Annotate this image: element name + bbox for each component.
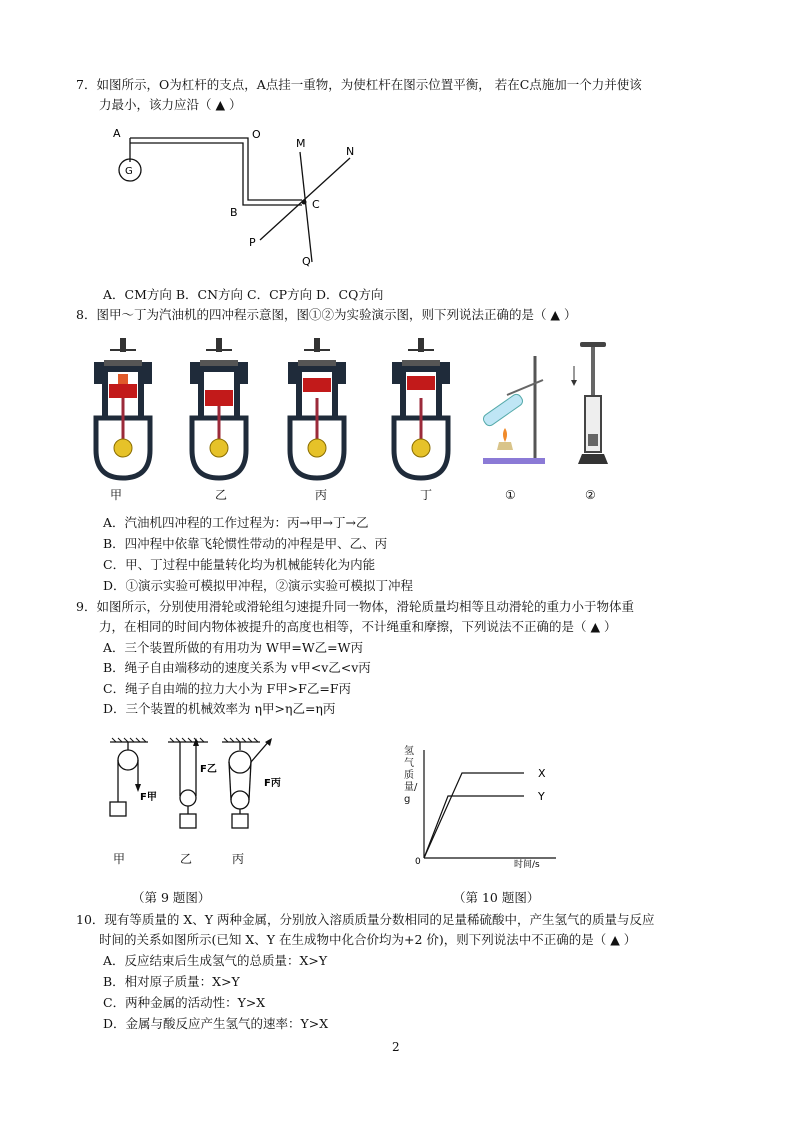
q9-option-c: C．绳子自由端的拉力大小为 F甲>F乙=F丙	[103, 681, 352, 696]
q9-option-b: B．绳子自由端移动的速度关系为 v甲<v乙<v丙	[103, 660, 371, 675]
q8-label-2: ②	[585, 488, 596, 502]
q7-options: A．CM方向 B．CN方向 C．CP方向 D．CQ方向	[103, 287, 384, 302]
q9-option-d: D．三个装置的机械效率为 η甲>η乙=η丙	[103, 701, 336, 716]
q7-label-N: N	[346, 145, 355, 158]
series-line-Y	[424, 796, 524, 858]
q9-fig-label-yi: 乙	[180, 852, 193, 866]
q9-stem-line2: 力，在相同的时间内物体被提升的高度也相等，不计绳重和摩擦，下列说法不正确的是（ ▲ ）	[99, 619, 617, 634]
chart-ylabel: 氢气质量/g	[404, 746, 418, 805]
chart-xlabel: 时间/s	[514, 860, 540, 870]
q8-label-yi: 乙	[215, 488, 228, 502]
engine-ding	[392, 338, 450, 478]
q8-option-a: A．汽油机四冲程的工作过程为：丙→甲→丁→乙	[103, 515, 369, 530]
q7-label-P: P	[249, 236, 256, 249]
q8-engine-figures	[88, 330, 628, 510]
experiment-2	[571, 342, 608, 464]
q7-label-M: M	[296, 137, 306, 150]
q9-fig-label-bing: 丙	[232, 852, 245, 866]
q9-pulley-figure	[100, 736, 300, 846]
q10-option-c: C．两种金属的活动性：Y>X	[103, 995, 266, 1010]
q10-stem-line1: 10．现有等质量的 X、Y 两种金属，分别放入溶质质量分数相同的足量稀硫酸中，产生氢气的质量与反应	[76, 912, 655, 927]
series-line-X	[424, 773, 524, 858]
q7-label-O: O	[252, 128, 261, 141]
q10-caption: （第 10 题图）	[453, 890, 540, 905]
series-label-Y: Y	[538, 790, 545, 803]
engine-bing	[288, 338, 346, 478]
q8-label-1: ①	[505, 488, 516, 502]
q10-option-a: A．反应结束后生成氢气的总质量：X>Y	[103, 953, 328, 968]
series-label-X: X	[538, 767, 546, 780]
q9-force-bing: F丙	[264, 778, 281, 789]
q8-label-ding: 丁	[420, 488, 433, 502]
q10-option-b: B．相对原子质量：X>Y	[103, 974, 240, 989]
q7-stem-line2: 力最小，该力应沿（ ▲ ）	[99, 97, 242, 112]
q8-label-bing: 丙	[315, 488, 328, 502]
q7-label-A: A	[113, 127, 121, 140]
q9-force-jia: F甲	[140, 792, 157, 803]
q9-force-yi: F乙	[200, 764, 217, 775]
q7-label-B: B	[230, 206, 238, 219]
q10-hydrogen-chart	[400, 740, 570, 875]
q9-caption: （第 9 题图）	[132, 890, 211, 905]
q8-option-b: B．四冲程中依靠飞轮惯性带动的冲程是甲、乙、丙	[103, 536, 388, 551]
q8-stem: 8．图甲～丁为汽油机的四冲程示意图，图①②为实验演示图，则下列说法正确的是（ ▲ ）	[76, 307, 577, 322]
q8-option-d: D．①演示实验可模拟甲冲程，②演示实验可模拟丁冲程	[103, 578, 414, 593]
q10-option-d: D．金属与酸反应产生氢气的速率：Y>X	[103, 1016, 329, 1031]
engine-jia	[94, 338, 152, 478]
q10-stem-line2: 时间的关系如图所示(已知 X、Y 在生成物中化合价均为+2 价)，则下列说法中不正确的是（ ▲ ）	[99, 932, 637, 947]
q7-stem-line1: 7．如图所示，O为杠杆的支点，A点挂一重物，为使杠杆在图示位置平衡， 若在C点施加一个力并使该	[76, 77, 642, 92]
chart-origin-label: 0	[415, 857, 421, 867]
q7-lever-figure	[100, 122, 380, 282]
experiment-1	[482, 356, 545, 464]
q8-label-jia: 甲	[110, 488, 123, 502]
q8-option-c: C．甲、丁过程中能量转化均为机械能转化为内能	[103, 557, 376, 572]
q9-fig-label-jia: 甲	[113, 852, 126, 866]
q9-stem-line1: 9．如图所示，分别使用滑轮或滑轮组匀速提升同一物体，滑轮质量均相等且动滑轮的重力小于物体重	[76, 599, 634, 614]
engine-yi	[190, 338, 248, 478]
q7-label-Q: Q	[302, 255, 311, 268]
q9-option-a: A．三个装置所做的有用功为 W甲=W乙=W丙	[103, 640, 363, 655]
page-number: 2	[392, 1040, 400, 1054]
q7-label-G: G	[125, 166, 133, 177]
q7-label-C: C	[312, 198, 320, 211]
